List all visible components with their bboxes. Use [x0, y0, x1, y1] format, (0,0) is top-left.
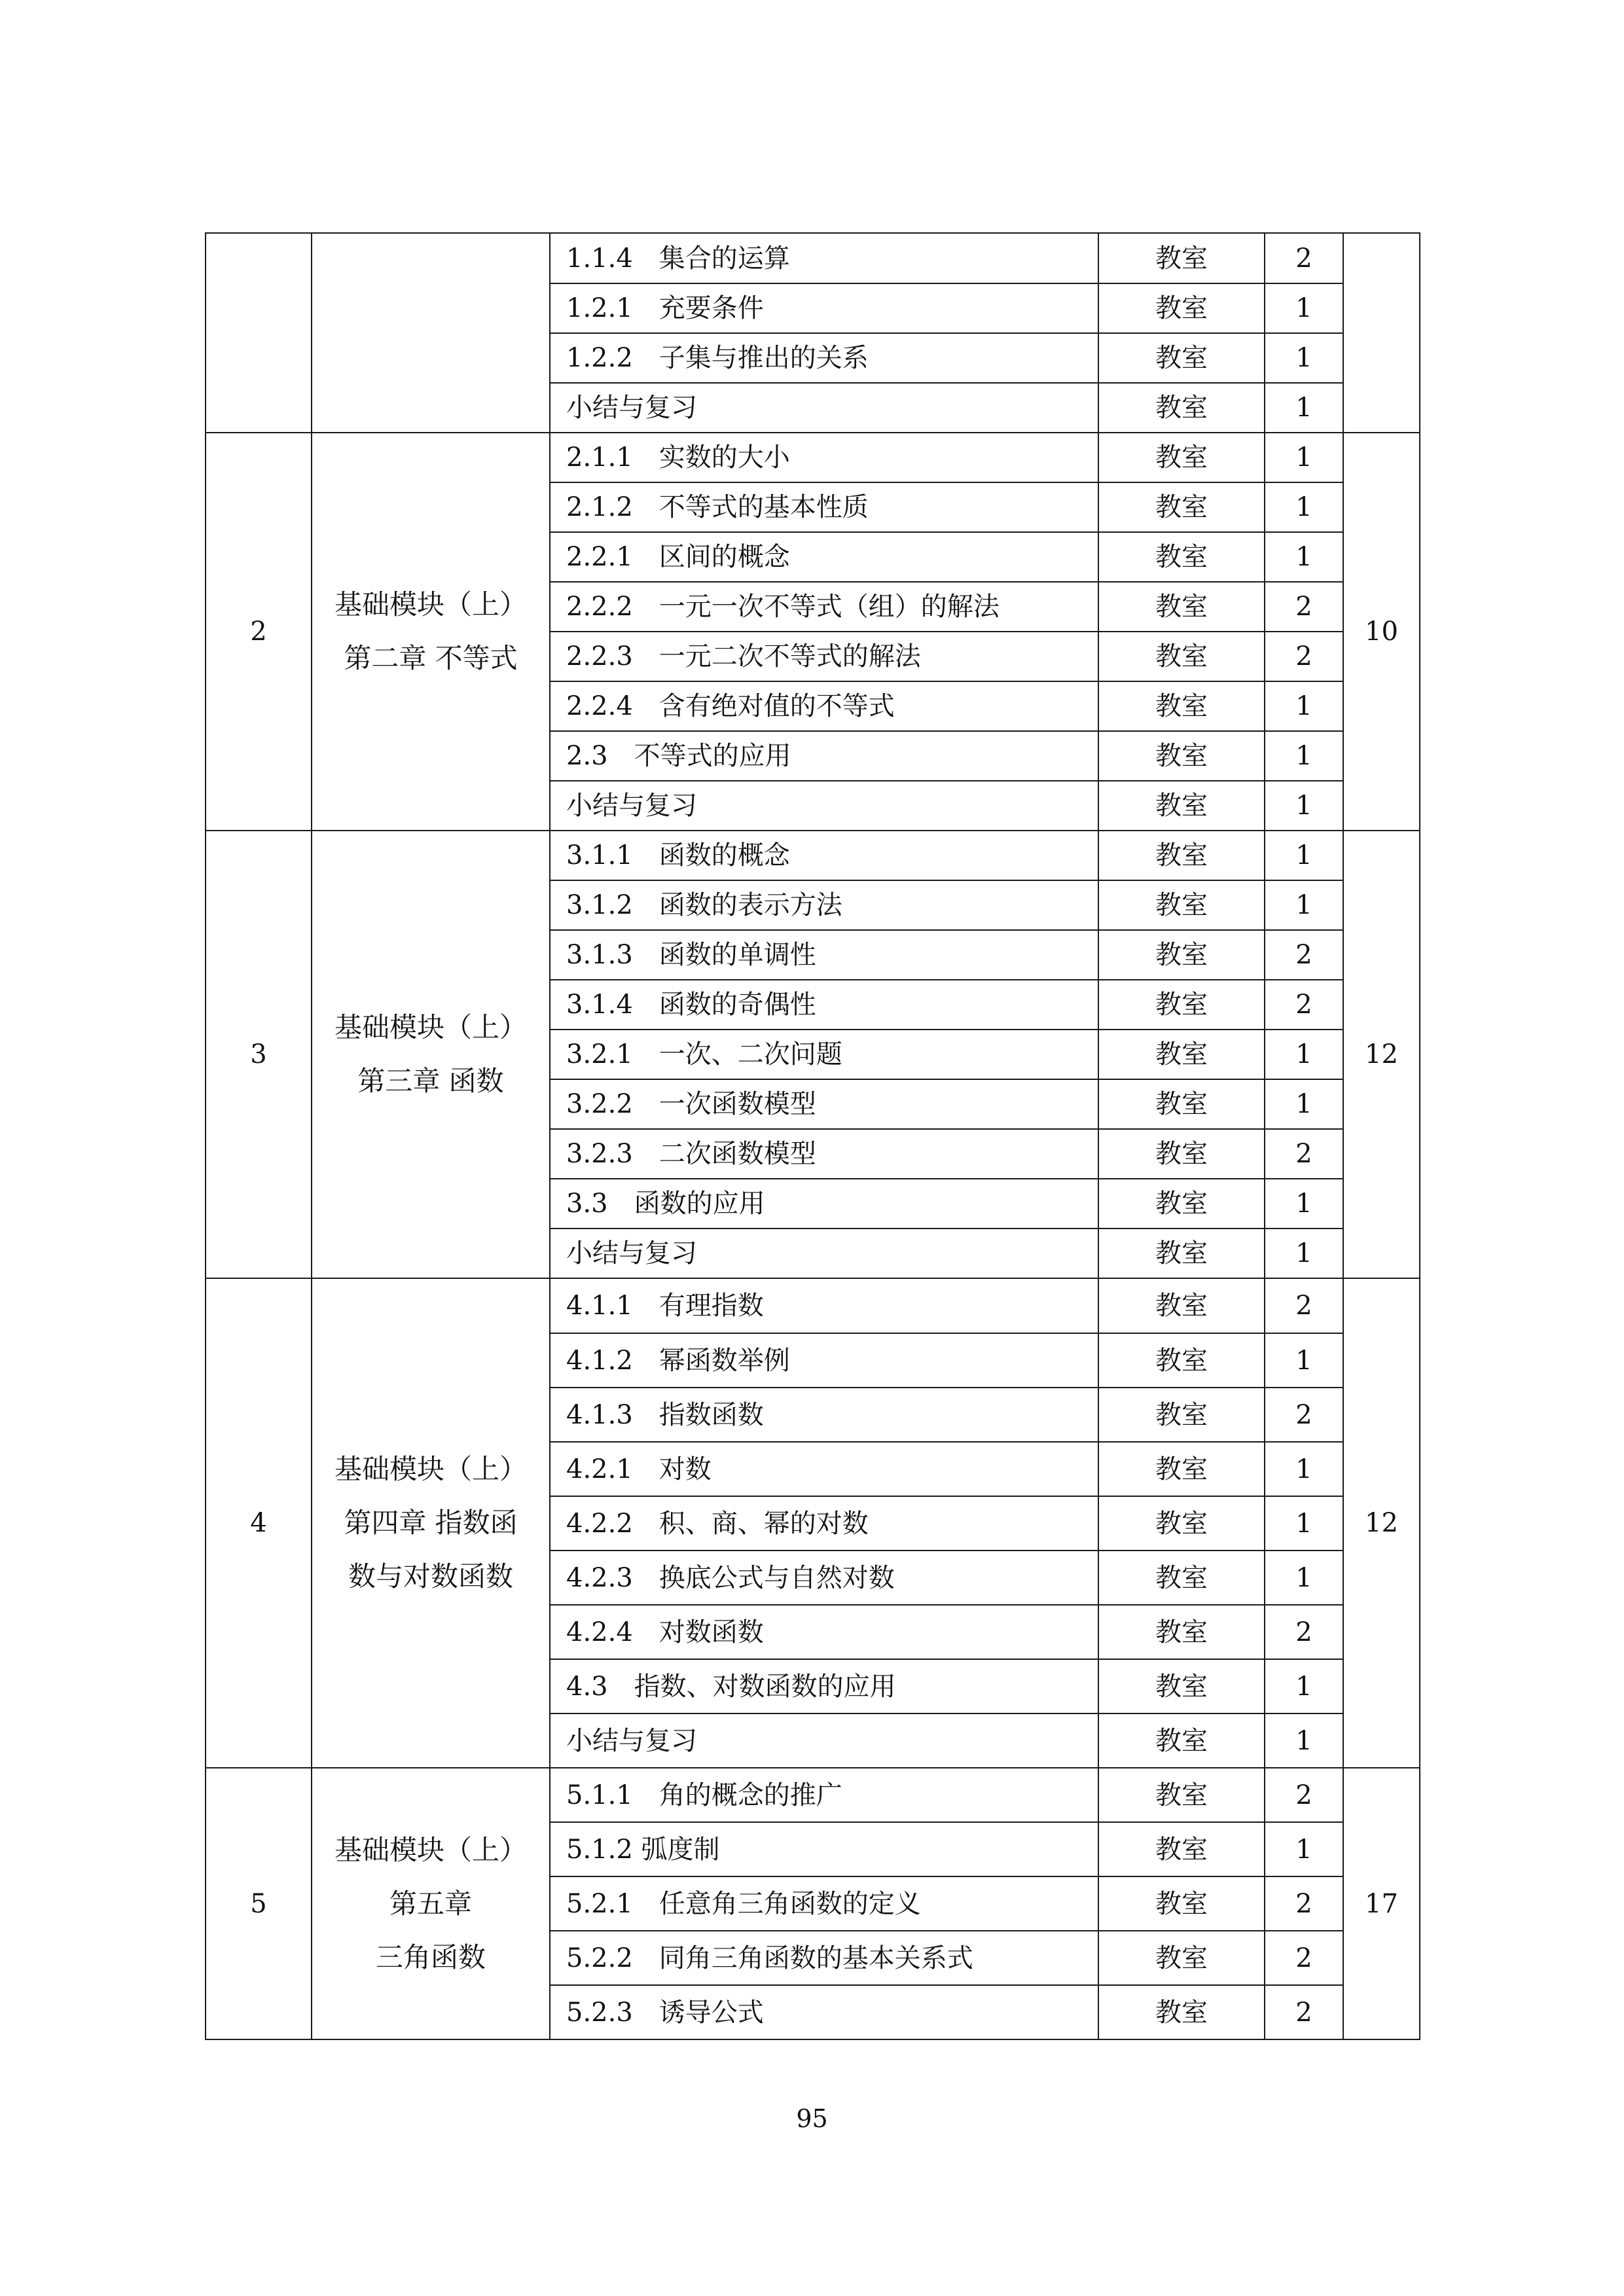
- room-cell: 教室: [1098, 1442, 1265, 1496]
- lesson-cell: 4.2.1 对数: [550, 1442, 1098, 1496]
- hours-cell: 1: [1265, 1713, 1343, 1768]
- room-cell: 教室: [1098, 1388, 1265, 1442]
- room-cell: 教室: [1098, 1551, 1265, 1605]
- chapter-line: 三角函数: [375, 1941, 486, 1973]
- group-number-cell: 3: [206, 831, 312, 1278]
- room-cell: 教室: [1098, 433, 1265, 482]
- total-hours-cell: 12: [1343, 831, 1420, 1278]
- lesson-cell: 3.1.4 函数的奇偶性: [550, 980, 1098, 1030]
- lesson-cell: 2.2.3 一元二次不等式的解法: [550, 632, 1098, 681]
- total-hours-cell: [1343, 233, 1420, 433]
- chapter-cell: [312, 233, 550, 433]
- chapter-line: 第二章 不等式: [344, 642, 518, 674]
- table-row: [206, 233, 1420, 283]
- room-cell: 教室: [1098, 781, 1265, 831]
- chapter-line: 第五章: [389, 1887, 472, 1920]
- hours-cell: 1: [1265, 731, 1343, 781]
- table-row: [206, 831, 1420, 880]
- lesson-cell: 4.1.1 有理指数: [550, 1278, 1098, 1333]
- hours-cell: 1: [1265, 283, 1343, 333]
- hours-cell: 2: [1265, 1388, 1343, 1442]
- lesson-cell: 4.2.3 换底公式与自然对数: [550, 1551, 1098, 1605]
- hours-cell: 1: [1265, 383, 1343, 433]
- lesson-cell: 5.1.1 角的概念的推广: [550, 1768, 1098, 1822]
- room-cell: 教室: [1098, 1931, 1265, 1985]
- room-cell: 教室: [1098, 1985, 1265, 2039]
- hours-cell: 1: [1265, 333, 1343, 383]
- room-cell: 教室: [1098, 233, 1265, 283]
- hours-cell: 1: [1265, 1822, 1343, 1876]
- hours-cell: 1: [1265, 781, 1343, 831]
- hours-cell: 1: [1265, 880, 1343, 930]
- hours-cell: 1: [1265, 1229, 1343, 1278]
- room-cell: 教室: [1098, 930, 1265, 980]
- group-number-cell: 5: [206, 1768, 312, 2039]
- room-cell: 教室: [1098, 1659, 1265, 1713]
- room-cell: 教室: [1098, 1229, 1265, 1278]
- table-row: [206, 433, 1420, 482]
- table-row: [206, 1768, 1420, 1822]
- room-cell: 教室: [1098, 831, 1265, 880]
- room-cell: 教室: [1098, 1129, 1265, 1179]
- room-cell: 教室: [1098, 582, 1265, 632]
- room-cell: 教室: [1098, 333, 1265, 383]
- room-cell: 教室: [1098, 1278, 1265, 1333]
- room-cell: 教室: [1098, 1496, 1265, 1551]
- room-cell: 教室: [1098, 482, 1265, 532]
- chapter-cell: [312, 831, 550, 1278]
- lesson-cell: 2.1.1 实数的大小: [550, 433, 1098, 482]
- group-number-cell: 2: [206, 433, 312, 831]
- hours-cell: 1: [1265, 433, 1343, 482]
- room-cell: 教室: [1098, 880, 1265, 930]
- lesson-cell: 2.1.2 不等式的基本性质: [550, 482, 1098, 532]
- hours-cell: 1: [1265, 831, 1343, 880]
- hours-cell: 2: [1265, 1278, 1343, 1333]
- lesson-cell: 3.1.1 函数的概念: [550, 831, 1098, 880]
- lesson-cell: 3.2.3 二次函数模型: [550, 1129, 1098, 1179]
- room-cell: 教室: [1098, 681, 1265, 731]
- lesson-cell: 3.2.1 一次、二次问题: [550, 1030, 1098, 1079]
- lesson-cell: 1.2.2 子集与推出的关系: [550, 333, 1098, 383]
- lesson-cell: 3.2.2 一次函数模型: [550, 1079, 1098, 1129]
- chapter-line: 数与对数函数: [348, 1560, 513, 1592]
- hours-cell: 2: [1265, 980, 1343, 1030]
- group-number-cell: [206, 233, 312, 433]
- hours-cell: 2: [1265, 1931, 1343, 1985]
- chapter-line: 第三章 函数: [357, 1065, 504, 1097]
- hours-cell: 2: [1265, 582, 1343, 632]
- total-hours-cell: 17: [1343, 1768, 1420, 2039]
- lesson-cell: 4.1.3 指数函数: [550, 1388, 1098, 1442]
- room-cell: 教室: [1098, 1605, 1265, 1659]
- hours-cell: 2: [1265, 930, 1343, 980]
- hours-cell: 1: [1265, 1179, 1343, 1229]
- total-hours-cell: 10: [1343, 433, 1420, 831]
- lesson-cell: 小结与复习: [550, 383, 1098, 433]
- lesson-cell: 3.1.3 函数的单调性: [550, 930, 1098, 980]
- page-number: 95: [796, 2104, 828, 2133]
- hours-cell: 2: [1265, 233, 1343, 283]
- room-cell: 教室: [1098, 283, 1265, 333]
- lesson-cell: 1.1.4 集合的运算: [550, 233, 1098, 283]
- hours-cell: 1: [1265, 1079, 1343, 1129]
- hours-cell: 1: [1265, 1659, 1343, 1713]
- room-cell: 教室: [1098, 731, 1265, 781]
- lesson-cell: 4.2.2 积、商、幂的对数: [550, 1496, 1098, 1551]
- lesson-cell: 5.2.3 诱导公式: [550, 1985, 1098, 2039]
- lesson-cell: 2.2.1 区间的概念: [550, 532, 1098, 582]
- hours-cell: 2: [1265, 1985, 1343, 2039]
- hours-cell: 2: [1265, 632, 1343, 681]
- lesson-cell: 3.3 函数的应用: [550, 1179, 1098, 1229]
- hours-cell: 1: [1265, 1496, 1343, 1551]
- group-number-cell: 4: [206, 1278, 312, 1768]
- schedule-table: [205, 232, 1420, 2040]
- total-hours-cell: 12: [1343, 1278, 1420, 1768]
- hours-cell: 1: [1265, 1551, 1343, 1605]
- room-cell: 教室: [1098, 1876, 1265, 1931]
- room-cell: 教室: [1098, 1333, 1265, 1388]
- lesson-cell: 小结与复习: [550, 1713, 1098, 1768]
- chapter-line: 基础模块（上）: [334, 1453, 527, 1485]
- hours-cell: 1: [1265, 1442, 1343, 1496]
- room-cell: 教室: [1098, 1822, 1265, 1876]
- chapter-line: 基础模块（上）: [334, 588, 527, 620]
- room-cell: 教室: [1098, 980, 1265, 1030]
- lesson-cell: 小结与复习: [550, 1229, 1098, 1278]
- lesson-cell: 3.1.2 函数的表示方法: [550, 880, 1098, 930]
- hours-cell: 1: [1265, 681, 1343, 731]
- chapter-line: 基础模块（上）: [334, 1833, 527, 1866]
- lesson-cell: 2.3 不等式的应用: [550, 731, 1098, 781]
- room-cell: 教室: [1098, 1079, 1265, 1129]
- lesson-cell: 4.2.4 对数函数: [550, 1605, 1098, 1659]
- lesson-cell: 4.3 指数、对数函数的应用: [550, 1659, 1098, 1713]
- lesson-cell: 2.2.4 含有绝对值的不等式: [550, 681, 1098, 731]
- chapter-cell: [312, 1768, 550, 2039]
- room-cell: 教室: [1098, 1030, 1265, 1079]
- hours-cell: 2: [1265, 1129, 1343, 1179]
- hours-cell: 2: [1265, 1876, 1343, 1931]
- room-cell: 教室: [1098, 532, 1265, 582]
- hours-cell: 2: [1265, 1605, 1343, 1659]
- hours-cell: 1: [1265, 482, 1343, 532]
- hours-cell: 2: [1265, 1768, 1343, 1822]
- hours-cell: 1: [1265, 532, 1343, 582]
- table-row: [206, 1278, 1420, 1333]
- room-cell: 教室: [1098, 383, 1265, 433]
- chapter-cell: [312, 433, 550, 831]
- lesson-cell: 小结与复习: [550, 781, 1098, 831]
- room-cell: 教室: [1098, 632, 1265, 681]
- lesson-cell: 4.1.2 幂函数举例: [550, 1333, 1098, 1388]
- lesson-cell: 5.2.2 同角三角函数的基本关系式: [550, 1931, 1098, 1985]
- lesson-cell: 5.1.2 弧度制: [550, 1822, 1098, 1876]
- chapter-line: 基础模块（上）: [334, 1011, 527, 1043]
- lesson-cell: 5.2.1 任意角三角函数的定义: [550, 1876, 1098, 1931]
- chapter-cell: [312, 1278, 550, 1768]
- hours-cell: 1: [1265, 1030, 1343, 1079]
- room-cell: 教室: [1098, 1179, 1265, 1229]
- room-cell: 教室: [1098, 1713, 1265, 1768]
- room-cell: 教室: [1098, 1768, 1265, 1822]
- lesson-cell: 1.2.1 充要条件: [550, 283, 1098, 333]
- hours-cell: 1: [1265, 1333, 1343, 1388]
- lesson-cell: 2.2.2 一元一次不等式（组）的解法: [550, 582, 1098, 632]
- chapter-line: 第四章 指数函: [344, 1507, 518, 1539]
